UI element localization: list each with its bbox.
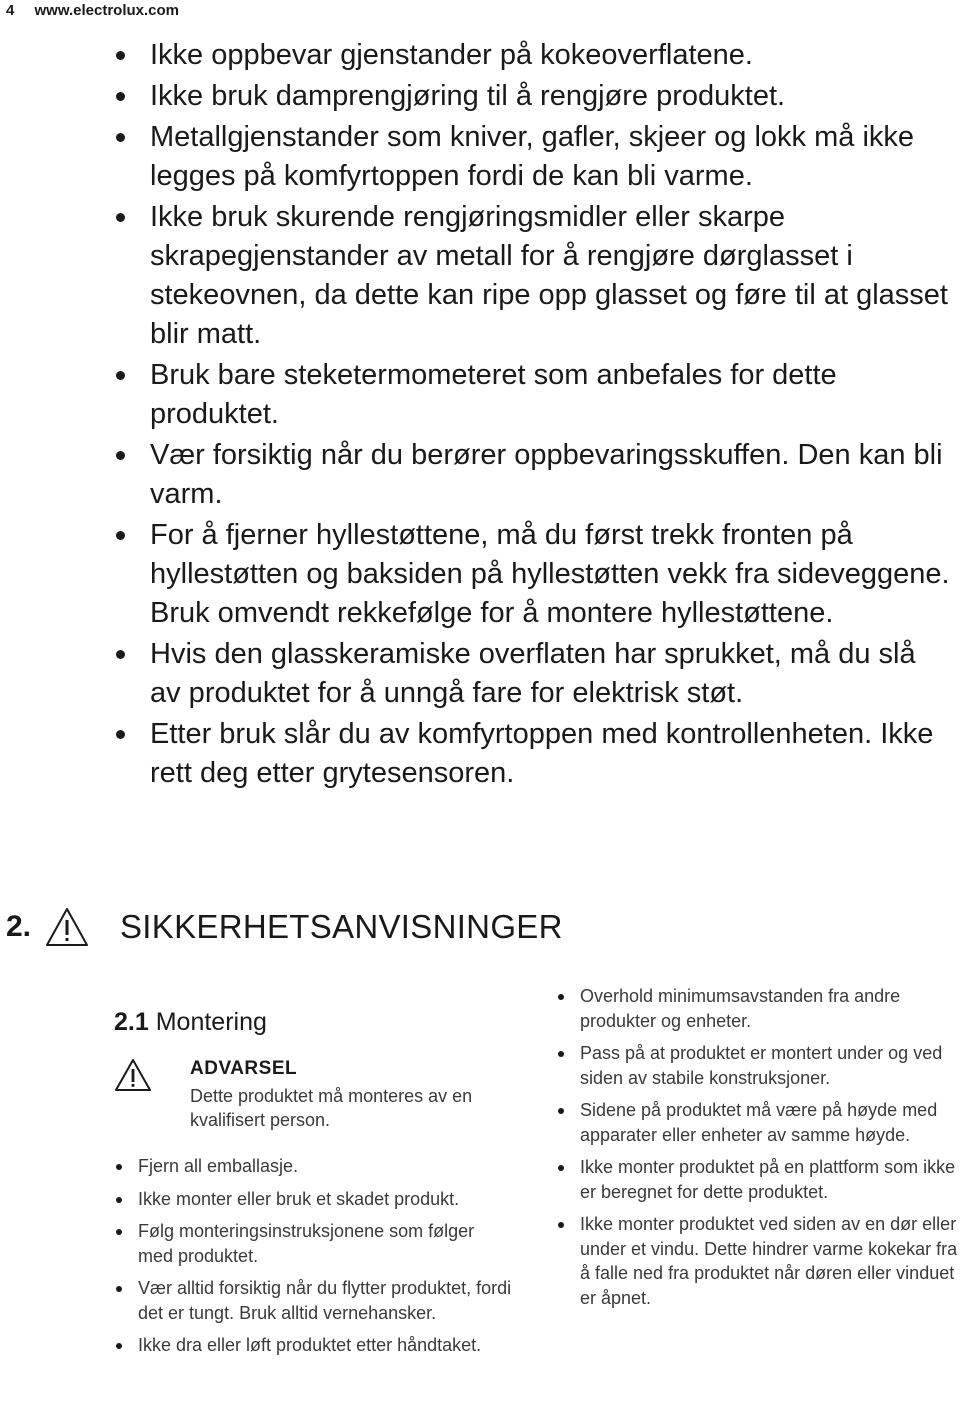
list-item: Metallgjenstander som kniver, gafler, skjeer og lokk må ikke legges på komfyrtoppen fordi de kan bli varme.	[114, 118, 954, 196]
list-item: Vær forsiktig når du berører oppbevaringsskuffen. Den kan bli varm.	[114, 436, 954, 514]
page-header	[6, 2, 179, 19]
section-heading	[6, 900, 563, 954]
warning-triangle-icon	[44, 906, 90, 948]
list-item: Vær alltid forsiktig når du flytter produktet, fordi det er tungt. Bruk alltid vernehansker.	[114, 1276, 514, 1325]
site-url: www.electrolux.com	[34, 2, 180, 19]
subsection-title: Montering	[155, 1008, 267, 1036]
list-item: Ikke bruk skurende rengjøringsmidler eller skarpe skrapegjenstander av metall for å rengjøre dørglasset i stekeovnen, da dette kan ripe opp glasset og føre til at glasset blir matt.	[114, 198, 954, 354]
section-number: 2.	[6, 910, 32, 943]
list-item: Ikke monter eller bruk et skadet produkt.	[114, 1187, 514, 1212]
list-item: Hvis den glasskeramiske overflaten har sprukket, må du slå av produktet for å unngå fare for elektrisk støt.	[114, 635, 954, 713]
warning-title: ADVARSEL	[190, 1058, 298, 1079]
page-number: 4	[6, 2, 15, 19]
safety-care-list	[114, 36, 954, 795]
list-item: For å fjerner hyllestøttene, må du først trekk fronten på hyllestøtten og baksiden på hyllestøtten vekk fra sideveggene. Bruk omvendt rekkefølge for å montere hyllestøttene.	[114, 516, 954, 633]
warning-triangle-icon	[114, 1058, 152, 1092]
list-item: Overhold minimumsavstanden fra andre produkter og enheter.	[556, 984, 960, 1033]
list-item: Ikke monter produktet på en plattform som ikke er beregnet for dette produktet.	[556, 1155, 960, 1204]
subsection-heading	[114, 1008, 267, 1037]
list-item: Bruk bare steketermometeret som anbefales for dette produktet.	[114, 356, 954, 434]
installation-list-left	[114, 1154, 514, 1366]
list-item: Sidene på produktet må være på høyde med apparater eller enheter av samme høyde.	[556, 1098, 960, 1147]
list-item: Ikke monter produktet ved siden av en dør eller under et vindu. Dette hindrer varme kokekar fra å falle ned fra produktet når døren eller vinduet er åpnet.	[556, 1212, 960, 1310]
warning-text: Dette produktet må monteres av en kvalifisert person.	[190, 1086, 473, 1130]
list-item: Etter bruk slår du av komfyrtoppen med kontrollenheten. Ikke rett deg etter grytesensoren.	[114, 715, 954, 793]
list-item: Ikke oppbevar gjenstander på kokeoverflatene.	[114, 36, 954, 75]
list-item: Pass på at produktet er montert under og ved siden av stabile konstruksjoner.	[556, 1041, 960, 1090]
list-item: Ikke dra eller løft produktet etter håndtaket.	[114, 1333, 514, 1358]
subsection-number: 2.1	[114, 1008, 149, 1036]
list-item: Følg monteringsinstruksjonene som følger med produktet.	[114, 1219, 514, 1268]
list-item: Fjern all emballasje.	[114, 1154, 514, 1179]
installation-list-right	[556, 984, 960, 1318]
list-item: Ikke bruk damprengjøring til å rengjøre produktet.	[114, 77, 954, 116]
section-title: SIKKERHETSANVISNINGER	[120, 908, 563, 945]
